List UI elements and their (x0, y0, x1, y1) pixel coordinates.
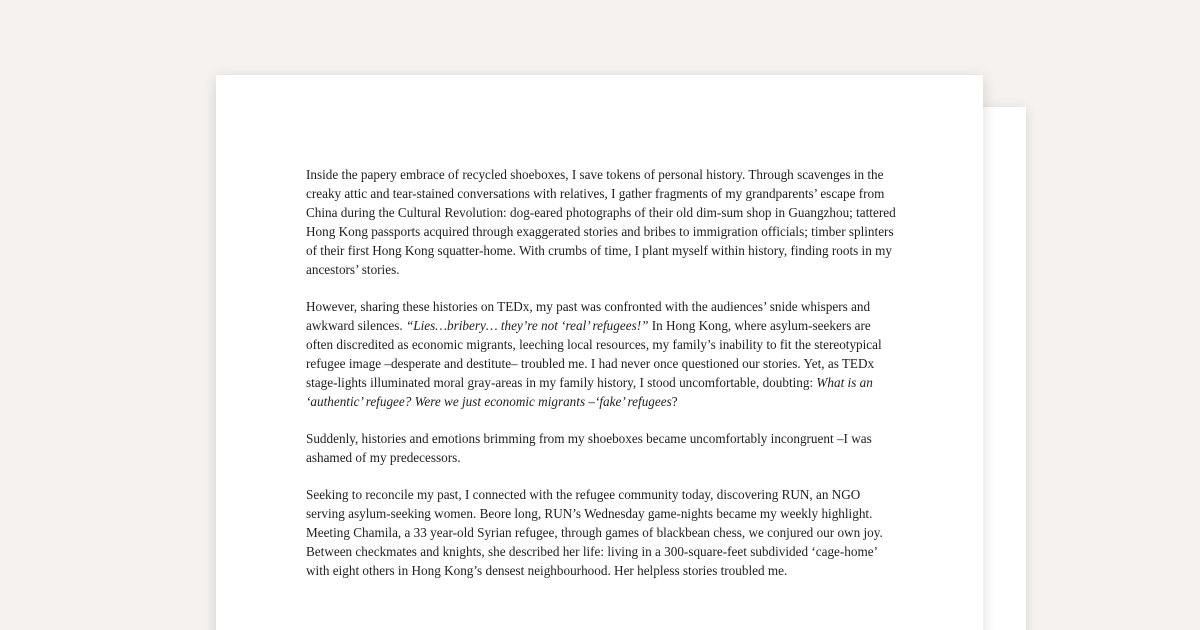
paragraph-2-lead: However, sharing these histories on TEDx, my past was confronted with the audiences’ snide whispers and awkward silences. (306, 299, 871, 333)
refugee-question: What is an ‘authentic’ refugee? Were we just economic migrants –‘fake’ refugees (306, 375, 873, 409)
front-paper-sheet (216, 75, 983, 630)
paragraph-3-text: Suddenly, histories and emotions brimming from my shoeboxes became uncomfortably incongruent –I was ashamed of my predecessors. (306, 431, 872, 465)
essay-body (306, 165, 896, 598)
paragraph-4-text: Seeking to reconcile my past, I connected with the refugee community today, discovering RUN, an NGO serving asylum-seeking women. Beore long, RUN’s Wednesday game-nights became my weekly highlight. Meeting Chamila, a 33 year-old Syrian refugee, through games of blackbean chess, we conjured our own joy. Between checkmates and knights, she described her life: living in a 300-square-feet subdivided ‘cage-home’ with eight others in Hong Kong’s densest neighbourhood. Her helpless stories troubled me. (306, 487, 883, 578)
paragraph-2-tail: ? (671, 394, 678, 409)
paragraph-4 (306, 485, 896, 580)
paragraph-1 (306, 165, 896, 279)
paragraph-2 (306, 297, 896, 411)
paragraph-2-middle: In Hong Kong, where asylum-seekers are often discredited as economic migrants, leeching local resources, my family’s inability to fit the stereotypical refugee image –desperate and destitute– troubled me. I had never once questioned our stories. Yet, as TEDx stage-lights illuminated moral gray-areas in my family history, I stood uncomfortable, doubting: (306, 318, 882, 390)
paragraph-1-text: Inside the papery embrace of recycled shoeboxes, I save tokens of personal history. Through scavenges in the creaky attic and tear-stained conversations with relatives, I gather fragments of my grandparents’ escape from China during the Cultural Revolution: dog-eared photographs of their old dim-sum shop in Guangzhou; tattered Hong Kong passports acquired through exaggerated stories and bribes to immigration officials; timber splinters of their first Hong Kong squatter-home. With crumbs of time, I plant myself within history, finding roots in my ancestors’ stories. (306, 167, 896, 277)
paragraph-3 (306, 429, 896, 467)
audience-quote: “Lies…bribery… they’re not ‘real’ refugees!” (405, 318, 649, 333)
